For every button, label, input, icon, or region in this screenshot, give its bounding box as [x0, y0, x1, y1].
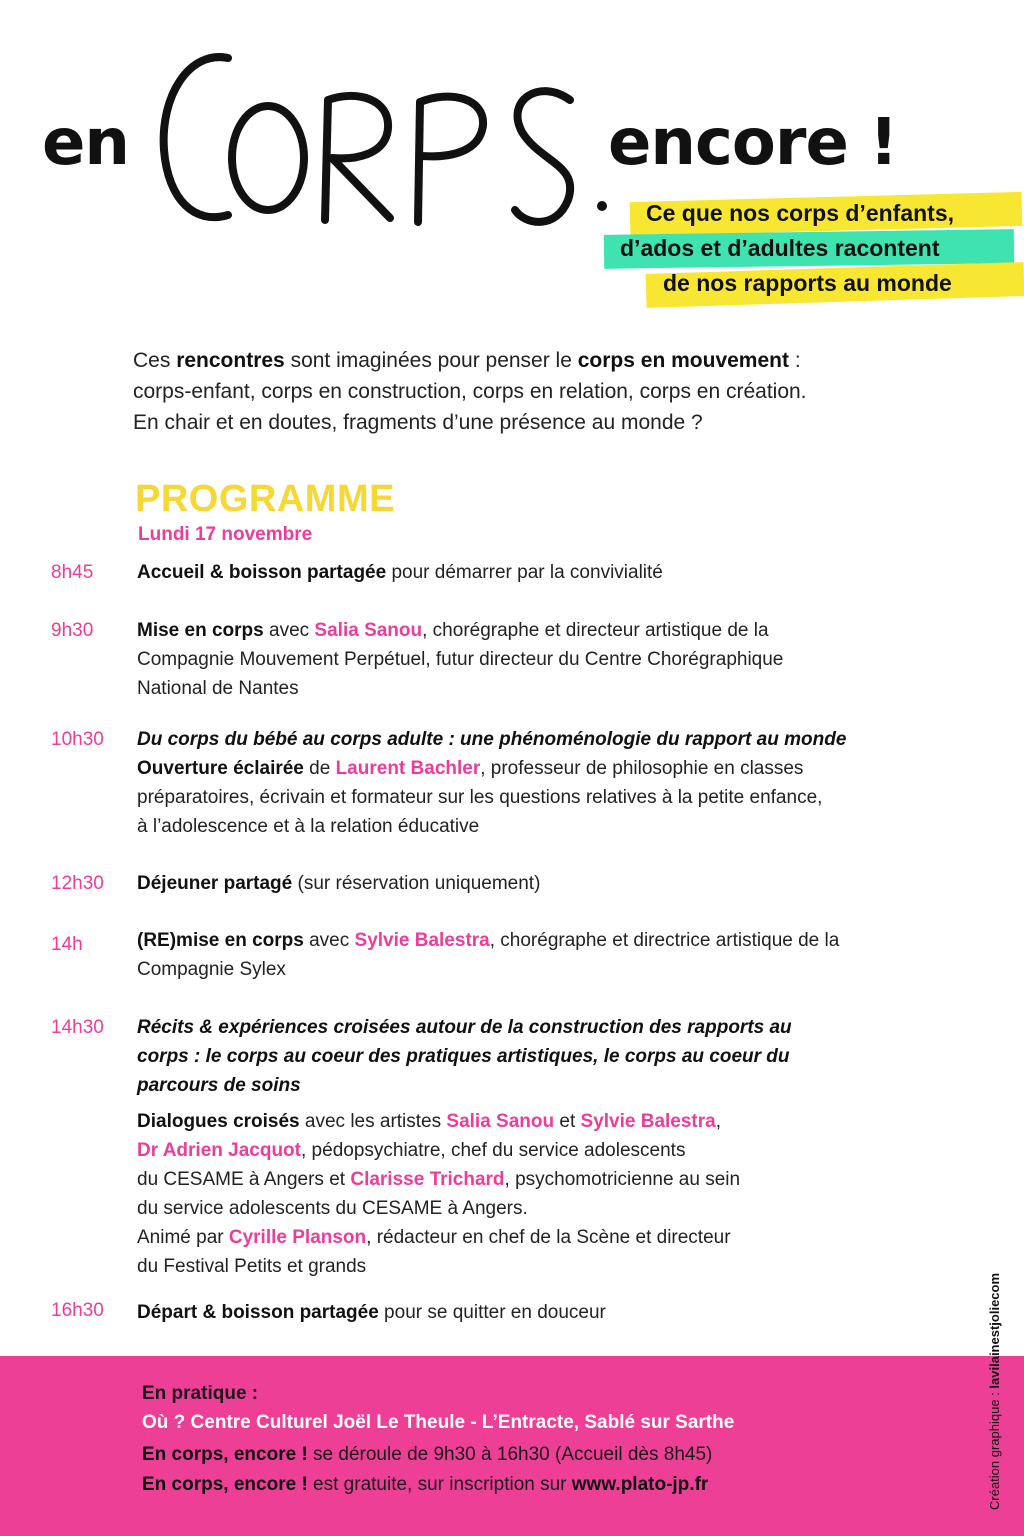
time-9h30: 9h30: [51, 620, 94, 641]
title-en: en: [42, 106, 129, 180]
subtitle-line-1: Ce que nos corps d’enfants,: [646, 200, 954, 226]
programme-item-depart: Départ & boisson partagée pour se quitter en douceur: [137, 1302, 606, 1323]
programme-item-dejeuner: Déjeuner partagé (sur réservation uniquement): [137, 873, 541, 894]
footer-schedule: En corps, encore ! se déroule de 9h30 à 16h30 (Accueil dès 8h45): [142, 1444, 713, 1465]
programme-item-recits: Récits & expériences croisées autour de la construction des rapports au corps : le corps au coeur des pratiques artistiques, le corps au coeur du parcours de soins Dialogues croisés avec les artistes Salia Sanou et Sylvie Balestra, Dr Adrien Jacquot, pédopsychiatre, chef du service adolescents du CESAME à Angers et Clarisse Trichard, psychomotricienne au sein du service adolescents du CESAME à Angers. Animé par Cyrille Planson, rédacteur en chef de la Scène et directeur du Festival Petits et grands: [137, 1017, 792, 1277]
time-14h: 14h: [51, 934, 83, 955]
intro-paragraph: Ces rencontres sont imaginées pour penser le corps en mouvement : corps-enfant, corps en construction, corps en relation, corps en création. En chair et en doutes, fragments d’une présence au monde ?: [133, 349, 807, 434]
time-10h30: 10h30: [51, 729, 104, 750]
programme-item-accueil: Accueil & boisson partagée pour démarrer par la convivialité: [137, 562, 663, 583]
title-encore: encore !: [608, 106, 898, 180]
graphic-credit: Création graphique : lavilainestjoliecom: [987, 1272, 1002, 1510]
time-12h30: 12h30: [51, 873, 104, 894]
programme-date: Lundi 17 novembre: [138, 524, 313, 545]
footer-location: Où ? Centre Culturel Joël Le Theule - L’Entracte, Sablé sur Sarthe: [142, 1412, 735, 1433]
time-14h30: 14h30: [51, 1017, 104, 1038]
subtitle-line-2: d’ados et d’adultes racontent: [620, 235, 940, 261]
programme-item-remise-en-corps: (RE)mise en corps avec Sylvie Balestra, chorégraphe et directrice artistique de la Compagnie Sylex: [137, 930, 840, 980]
registration-link[interactable]: www.plato-jp.fr: [571, 1474, 709, 1495]
title-corps-handwritten: [150, 40, 620, 240]
footer-band: [0, 1356, 1024, 1536]
programme-item-ouverture: Du corps du bébé au corps adulte : une phénoménologie du rapport au monde Ouverture éclairée de Laurent Bachler, professeur de philosophie en classes préparatoires, écrivain et formateur sur les questions relatives à la petite enfance, à l’adolescence et à la relation éducative: [137, 729, 847, 837]
time-16h30: 16h30: [51, 1300, 104, 1321]
programme-heading: PROGRAMME: [135, 478, 395, 520]
subtitle-line-3: de nos rapports au monde: [663, 270, 952, 296]
footer-heading: En pratique :: [142, 1383, 259, 1404]
footer-registration: En corps, encore ! est gratuite, sur inscription sur www.plato-jp.fr: [142, 1474, 709, 1495]
programme-item-mise-en-corps: Mise en corps avec Salia Sanou, chorégraphe et directeur artistique de la Compagnie Mouvement Perpétuel, futur directeur du Centre Chorégraphique National de Nantes: [137, 620, 784, 699]
time-8h45: 8h45: [51, 562, 94, 583]
